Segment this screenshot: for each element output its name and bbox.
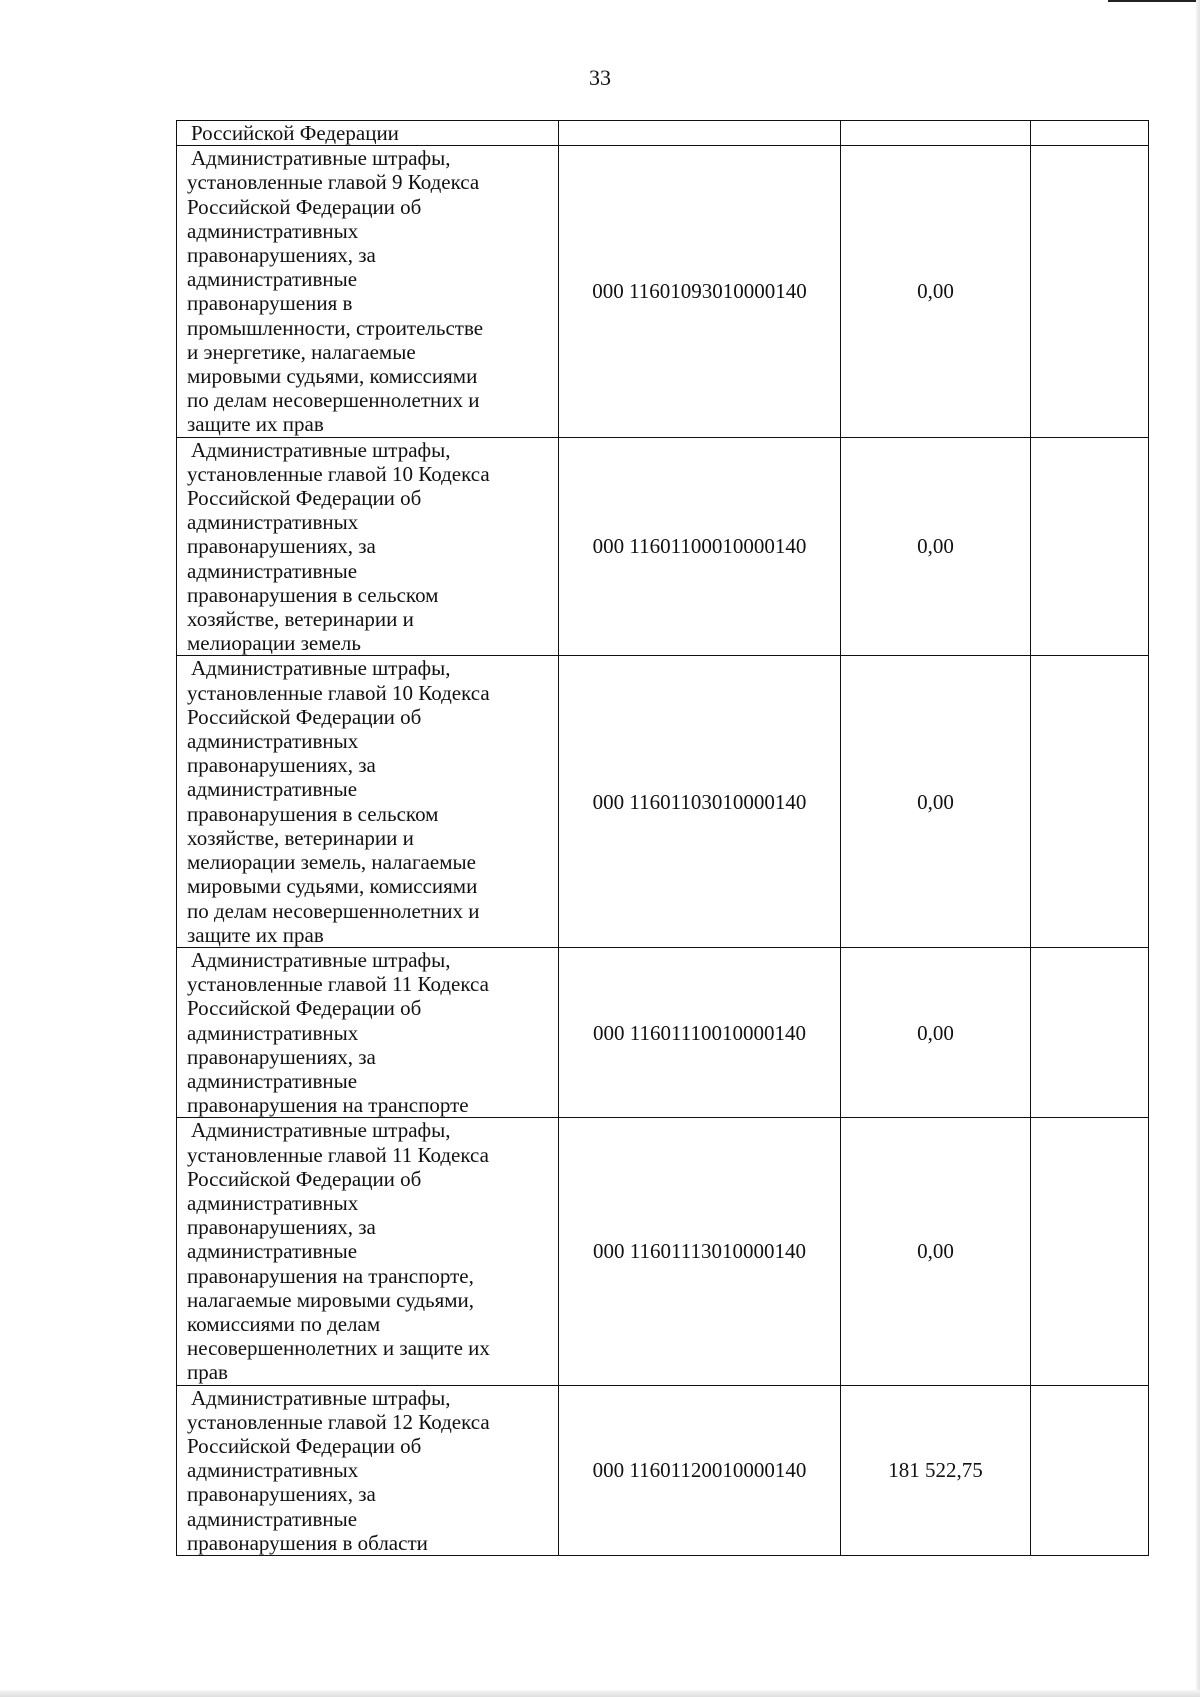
description-line: Административные штрафы, (191, 656, 451, 681)
description-line: защите их прав (187, 412, 324, 437)
description-line: административных (187, 510, 359, 535)
scan-edge-bottom (0, 1690, 1200, 1697)
description-line: правонарушения в сельском (187, 801, 439, 826)
description-line: по делам несовершеннолетних и (187, 388, 480, 413)
description-line: административные (187, 777, 358, 802)
revenue-table (176, 120, 1149, 1556)
description-line: Административные штрафы, (191, 146, 451, 171)
description-line: административные (187, 1239, 358, 1264)
description-line: административные (187, 558, 358, 583)
table-row (177, 947, 1149, 1117)
description-cell (177, 656, 559, 947)
amount-cell: 0,00 (841, 947, 1031, 1117)
amount-cell: 0,00 (841, 656, 1031, 947)
description-line: несовершеннолетних и защите их (187, 1336, 490, 1361)
amount-cell: 0,00 (841, 437, 1031, 656)
description-line: административных (187, 1020, 359, 1045)
description-line: правонарушения в области (187, 1530, 428, 1555)
description-line: установленные главой 9 Кодекса (187, 170, 480, 195)
description-cell (177, 146, 559, 437)
empty-cell (1031, 146, 1149, 437)
table-row (177, 437, 1149, 656)
description-line: установленные главой 12 Кодекса (187, 1409, 490, 1434)
description-line: установленные главой 10 Кодекса (187, 680, 490, 705)
description-line: административные (187, 1506, 358, 1531)
description-line: Административные штрафы, (191, 437, 451, 462)
budget-code-cell: 000 11601103010000140 (559, 656, 841, 947)
description-line: промышленности, строительстве (187, 315, 484, 340)
empty-cell (1031, 1118, 1149, 1385)
description-line: по делам несовершеннолетних и (187, 898, 480, 923)
description-line: мелиорации земель, налагаемые (187, 850, 476, 875)
description-line: налагаемые мировыми судьями, (187, 1287, 475, 1312)
description-cell (177, 1118, 559, 1385)
description-cell (177, 947, 559, 1117)
empty-cell (1031, 1385, 1149, 1555)
description-line: Российской Федерации (191, 121, 399, 145)
description-line: Российской Федерации об (187, 194, 422, 219)
description-line: Российской Федерации об (187, 996, 422, 1021)
description-line: Административные штрафы, (191, 1385, 451, 1410)
empty-cell (1031, 121, 1149, 146)
amount-cell (841, 121, 1031, 146)
description-line: правонарушениях, за (187, 1482, 376, 1507)
description-line: административные (187, 267, 358, 292)
description-line: правонарушениях, за (187, 534, 376, 559)
description-line: правонарушения в сельском (187, 582, 439, 607)
description-cell (177, 1385, 559, 1555)
table-row (177, 1385, 1149, 1555)
budget-code-cell: 000 11601100010000140 (559, 437, 841, 656)
amount-cell: 0,00 (841, 1118, 1031, 1385)
description-line: Российской Федерации об (187, 704, 422, 729)
budget-code-cell: 000 11601113010000140 (559, 1118, 841, 1385)
empty-cell (1031, 947, 1149, 1117)
description-line: Административные штрафы, (191, 947, 451, 972)
description-line: Российской Федерации об (187, 486, 422, 511)
description-line: установленные главой 10 Кодекса (187, 461, 490, 486)
amount-cell: 0,00 (841, 146, 1031, 437)
description-cell (177, 121, 559, 146)
description-line: установленные главой 11 Кодекса (187, 972, 489, 997)
description-line: защите их прав (187, 922, 324, 947)
description-line: установленные главой 11 Кодекса (187, 1142, 489, 1167)
description-line: мировыми судьями, комиссиями (187, 364, 478, 389)
budget-code-cell: 000 11601110010000140 (559, 947, 841, 1117)
description-line: правонарушениях, за (187, 1215, 376, 1240)
budget-code-cell (559, 121, 841, 146)
empty-cell (1031, 656, 1149, 947)
description-line: правонарушения на транспорте, (187, 1263, 474, 1288)
table-row (177, 121, 1149, 146)
description-line: правонарушения на транспорте (187, 1093, 469, 1118)
empty-cell (1031, 437, 1149, 656)
description-line: административные (187, 1068, 358, 1093)
description-line: правонарушениях, за (187, 1044, 376, 1069)
description-line: прав (187, 1360, 228, 1385)
description-line: Административные штрафы, (191, 1118, 451, 1143)
description-line: хозяйстве, ветеринарии и (187, 607, 414, 632)
description-line: правонарушения в (187, 291, 353, 316)
description-line: хозяйстве, ветеринарии и (187, 825, 414, 850)
description-line: административных (187, 1190, 359, 1215)
description-line: Российской Федерации об (187, 1166, 422, 1191)
description-line: правонарушениях, за (187, 753, 376, 778)
scan-edge-right (1196, 0, 1200, 1697)
description-line: Российской Федерации об (187, 1433, 422, 1458)
description-line: административных (187, 1458, 359, 1483)
budget-code-cell: 000 11601120010000140 (559, 1385, 841, 1555)
page-number: 33 (589, 65, 611, 90)
scan-edge-top (1108, 0, 1200, 2)
revenue-table-body (177, 121, 1149, 1556)
table-row (177, 1118, 1149, 1385)
table-row (177, 656, 1149, 947)
description-line: мелиорации земель (187, 631, 361, 656)
description-cell (177, 437, 559, 656)
description-line: и энергетике, налагаемые (187, 339, 416, 364)
budget-code-cell: 000 11601093010000140 (559, 146, 841, 437)
description-line: правонарушениях, за (187, 243, 376, 268)
table-row (177, 146, 1149, 437)
description-line: административных (187, 218, 359, 243)
description-line: комиссиями по делам (187, 1311, 381, 1336)
description-line: мировыми судьями, комиссиями (187, 874, 478, 899)
amount-cell: 181 522,75 (841, 1385, 1031, 1555)
description-line: административных (187, 729, 359, 754)
